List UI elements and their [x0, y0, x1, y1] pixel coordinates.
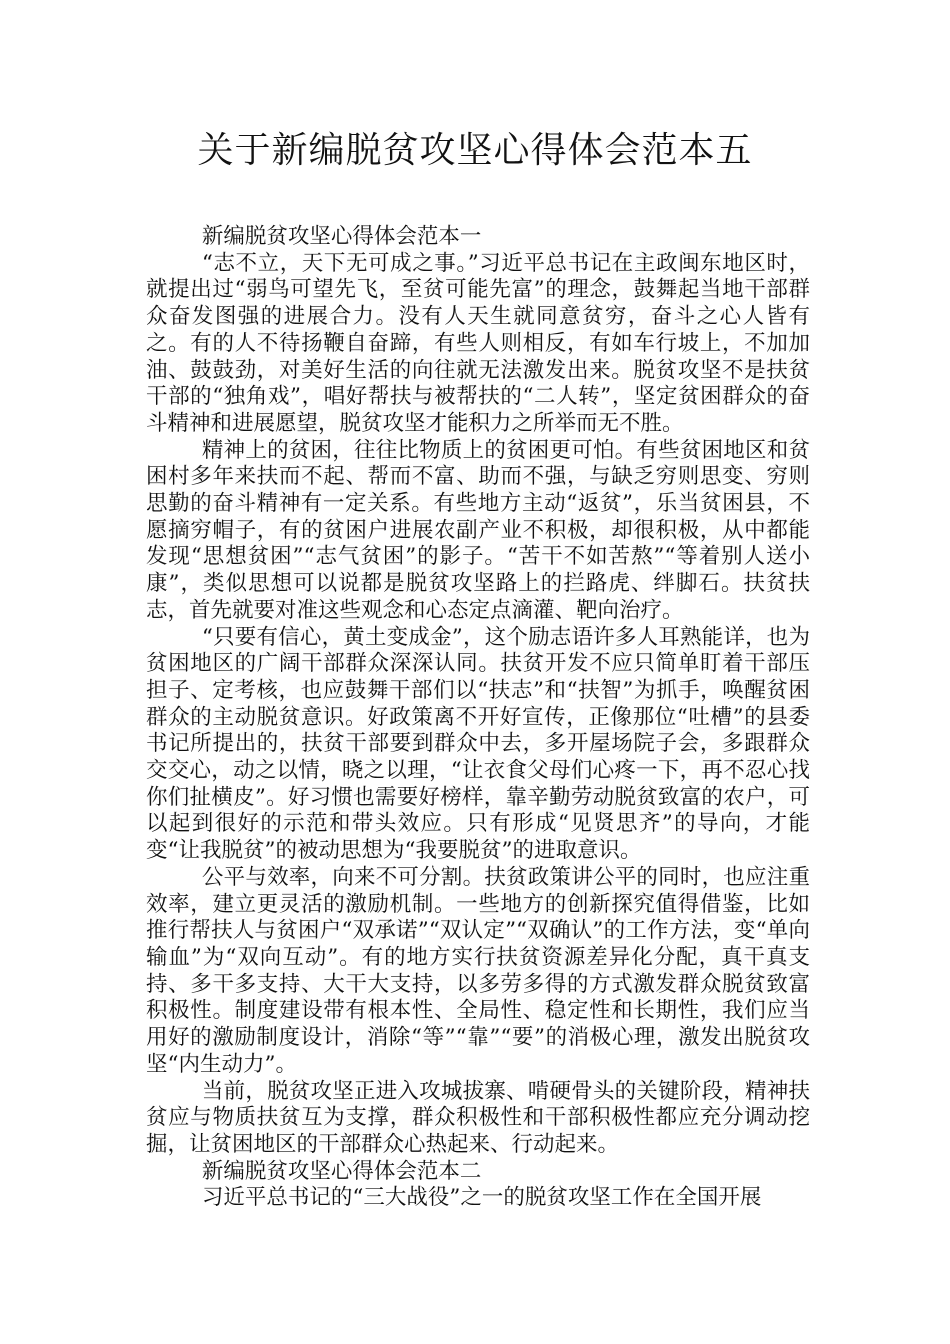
- paragraph: 精神上的贫困，往往比物质上的贫困更可怕。有些贫困地区和贫困村多年来扶而不起、帮而不富、助而不强，与缺乏穷则思变、穷则思勤的奋斗精神有一定关系。有些地方主动“返贫”，乐当贫困县，不愿摘穷帽子，有的贫困户进展农副产业不积极，却很积极，从中都能发现“思想贫困”“志气贫困”的影子。“苦干不如苦熬”“等着别人送小康”，类似思想可以说都是脱贫攻坚路上的拦路虎、绊脚石。扶贫扶志，首先就要对准这些观念和心态定点滴灌、靶向治疗。: [146, 437, 810, 623]
- paragraph: 习近平总书记的“三大战役”之一的脱贫攻坚工作在全国开展: [201, 1185, 762, 1211]
- paragraph: 当前，脱贫攻坚正进入攻城拔寨、啃硬骨头的关键阶段，精神扶贫应与物质扶贫互为支撑，群众积极性和干部积极性都应充分调动挖掘，让贫困地区的干部群众心热起来、行动起来。: [146, 1078, 810, 1157]
- paragraph: “志不立，天下无可成之事。”习近平总书记在主政闽东地区时，就提出过“弱鸟可望先飞，至贫可能先富”的理念，鼓舞起当地干部群众奋发图强的进展合力。没有人天生就同意贫穷，奋斗之心人皆有之。有的人不待扬鞭自奋蹄，有些人则相反，有如车行坡上，不加加油、鼓鼓劲，对美好生活的向往就无法激发出来。脱贫攻坚不是扶贫干部的“独角戏”，唱好帮扶与被帮扶的“二人转”，坚定贫困群众的奋斗精神和进展愿望，脱贫攻坚才能积力之所举而无不胜。: [146, 250, 810, 436]
- section-heading-1: 新编脱贫攻坚心得体会范本一: [201, 224, 482, 249]
- paragraph: “只要有信心，黄土变成金”，这个励志语许多人耳熟能详，也为贫困地区的广阔干部群众深深认同。扶贫开发不应只简单盯着干部压担子、定考核，也应鼓舞干部们以“扶志”和“扶智”为抓手，唤醒贫困群众的主动脱贫意识。好政策离不开好宣传，正像那位“吐槽”的县委书记所提出的，扶贫干部要到群众中去，多开屋场院子会，多跟群众交交心，动之以情，晓之以理，“让衣食父母们心疼一下，再不忍心找你们扯横皮”。好习惯也需要好榜样，靠辛勤劳动脱贫致富的农户，可以起到很好的示范和带头效应。只有形成“见贤思齐”的导向，才能变“让我脱贫”的被动思想为“我要脱贫”的进取意识。: [146, 624, 811, 864]
- document-body: [146, 224, 810, 1212]
- section-heading-2: 新编脱贫攻坚心得体会范本二: [201, 1158, 482, 1184]
- document-title: 关于新编脱贫攻坚心得体会范本五: [197, 130, 753, 171]
- paragraph: 公平与效率，向来不可分割。扶贫政策讲公平的同时，也应注重效率，建立更灵活的激励机制。一些地方的创新探究值得借鉴，比如推行帮扶人与贫困户“双承诺”“双认定”“双确认”的工作方法，变“单向输血”为“双向互动”。有的地方实行扶贫资源差异化分配，真干真支持、多干多支持、大干大支持，以多劳多得的方式激发群众脱贫致富积极性。制度建设带有根本性、全局性、稳定性和长期性，我们应当用好的激励制度设计，消除“等”“靠”“要”的消极心理，激发出脱贫攻坚“内生动力”。: [146, 864, 810, 1077]
